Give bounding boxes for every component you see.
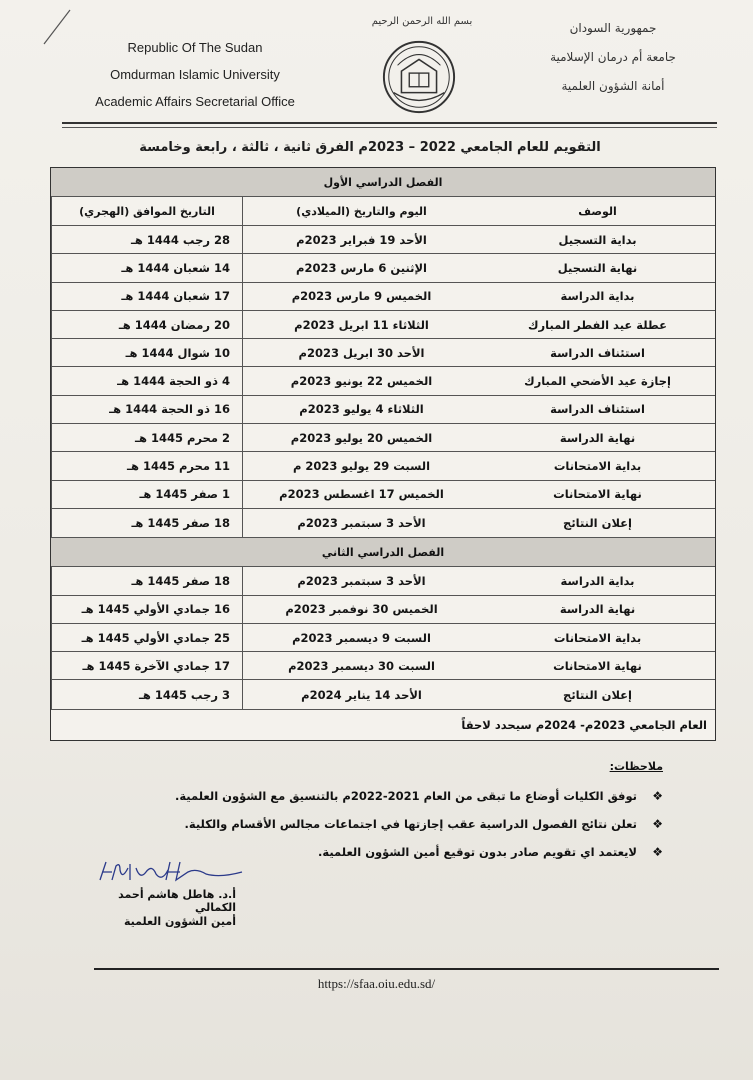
cell-hijri-date: 16 جمادي الأولي 1445 هـ: [51, 596, 242, 623]
cell-gregorian-date: الخميس 17 اغسطس 2023م: [242, 481, 480, 508]
cell-gregorian-date: الأحد 14 يناير 2024م: [242, 680, 480, 708]
cell-description: نهاية الامتحانات: [553, 658, 642, 673]
cell-hijri-date: 18 صفر 1445 هـ: [51, 509, 242, 537]
diamond-bullet-icon: ❖: [652, 845, 663, 859]
cell-description: نهاية الامتحانات: [553, 487, 642, 502]
notes-heading: ملاحظات:: [609, 760, 663, 773]
cell-gregorian-date: الخميس 9 مارس 2023م: [242, 283, 480, 310]
header-en-line-1: Republic Of The Sudan: [127, 40, 263, 55]
cell-description: بداية الدراسة: [560, 573, 635, 588]
table-row: [51, 367, 715, 395]
header-ar-line-3: أمانة الشؤون العلمية: [561, 79, 665, 93]
table-row: [51, 680, 715, 708]
table-row: [51, 339, 715, 367]
note-item: [103, 782, 663, 810]
diamond-bullet-icon: ❖: [652, 789, 663, 803]
header-english: [70, 34, 320, 115]
cell-description: بداية الدراسة: [560, 289, 635, 304]
header-divider-thin: [62, 127, 717, 128]
calendar-table: [50, 167, 716, 741]
cell-description: استئناف الدراسة: [550, 345, 645, 360]
cell-hijri-date: 11 محرم 1445 هـ: [51, 452, 242, 479]
header-arabic: [513, 14, 713, 101]
cell-description: إعلان النتائج: [563, 687, 632, 702]
cell-gregorian-date: الخميس 22 يونيو 2023م: [242, 367, 480, 394]
table-row: [51, 652, 715, 680]
cell-hijri-date: 25 جمادي الأولي 1445 هـ: [51, 624, 242, 651]
cell-hijri-date: 3 رجب 1445 هـ: [51, 680, 242, 708]
footer-url: https://sfaa.oiu.edu.sd/: [317, 976, 436, 991]
header-en-line-2: Omdurman Islamic University: [110, 67, 280, 82]
cell-gregorian-date: الأحد 3 سبتمبر 2023م: [242, 567, 480, 594]
notes-list: [103, 782, 663, 866]
table-row: [51, 509, 715, 537]
footer-divider: [94, 968, 719, 970]
table-footer: العام الجامعي 2023م- 2024م سيحدد لاحقاً: [51, 709, 715, 740]
table-row: [51, 624, 715, 652]
cell-gregorian-date: الخميس 30 نوفمبر 2023م: [242, 596, 480, 623]
col-header-description: الوصف: [578, 204, 617, 218]
signatory-title: أمين الشؤون العلمية: [124, 915, 236, 928]
cell-hijri-date: 14 شعبان 1444 هـ: [51, 254, 242, 281]
table-row: [51, 424, 715, 452]
table-header-row: [51, 197, 715, 226]
cell-description: نهاية الدراسة: [559, 602, 636, 617]
cell-hijri-date: 10 شوال 1444 هـ: [51, 339, 242, 366]
cell-description: بداية التسجيل: [558, 232, 637, 247]
cell-description: نهاية التسجيل: [557, 260, 638, 275]
cell-hijri-date: 20 رمضان 1444 هـ: [51, 311, 242, 338]
basmala: بسم الله الرحمن الرحيم: [371, 16, 473, 27]
semester-1-rows: [51, 226, 715, 537]
cell-description: إجازة عيد الأضحي المبارك: [524, 374, 671, 389]
cell-hijri-date: 2 محرم 1445 هـ: [51, 424, 242, 451]
table-row: [51, 226, 715, 254]
cell-description: إعلان النتائج: [563, 516, 632, 531]
cell-description: بداية الامتحانات: [553, 459, 642, 474]
cell-hijri-date: 17 جمادي الآخرة 1445 هـ: [51, 652, 242, 679]
handwritten-signature: [96, 858, 246, 886]
note-text: لايعتمد اي تقويم صادر بدون توقيع أمين الشؤون العلمية.: [318, 845, 637, 859]
cell-hijri-date: 1 صفر 1445 هـ: [51, 481, 242, 508]
signatory-name: أ.د. هاطل هاشم أحمد الكمالي: [118, 888, 236, 914]
table-row: [51, 567, 715, 595]
diamond-bullet-icon: ❖: [652, 817, 663, 831]
cell-gregorian-date: الإثنين 6 مارس 2023م: [242, 254, 480, 281]
table-row: [51, 311, 715, 339]
col-header-gregorian: اليوم والتاريخ (الميلادي): [242, 197, 480, 225]
cell-gregorian-date: الأحد 3 سبتمبر 2023م: [242, 509, 480, 537]
cell-gregorian-date: السبت 9 ديسمبر 2023م: [242, 624, 480, 651]
table-row: [51, 452, 715, 480]
table-row: [51, 596, 715, 624]
semester-2-header: الفصل الدراسي الثاني: [51, 537, 715, 567]
cell-hijri-date: 18 صفر 1445 هـ: [51, 567, 242, 594]
cell-hijri-date: 28 رجب 1444 هـ: [51, 226, 242, 253]
note-text: توفق الكليات أوضاع ما تبقى من العام 2021-2022م بالتنسيق مع الشؤون العلمية.: [174, 789, 637, 803]
cell-hijri-date: 16 ذو الحجة 1444 هـ: [51, 396, 242, 423]
cell-hijri-date: 4 ذو الحجة 1444 هـ: [51, 367, 242, 394]
header-ar-line-1: جمهورية السودان: [569, 21, 657, 35]
university-seal-icon: [380, 38, 458, 116]
table-row: [51, 254, 715, 282]
cell-gregorian-date: الثلاثاء 11 ابريل 2023م: [242, 311, 480, 338]
table-row: [51, 481, 715, 509]
cell-description: عطلة عيد الفطر المبارك: [528, 317, 667, 332]
cell-description: نهاية الدراسة: [559, 430, 636, 445]
table-row: [51, 283, 715, 311]
semester-2-rows: [51, 567, 715, 708]
cell-description: بداية الامتحانات: [553, 630, 642, 645]
cell-gregorian-date: الأحد 30 ابريل 2023م: [242, 339, 480, 366]
note-item: [103, 810, 663, 838]
table-row: [51, 396, 715, 424]
cell-gregorian-date: الثلاثاء 4 يوليو 2023م: [242, 396, 480, 423]
header-divider: [62, 122, 717, 124]
cell-gregorian-date: السبت 29 يوليو 2023 م: [242, 452, 480, 479]
cell-gregorian-date: الخميس 20 يوليو 2023م: [242, 424, 480, 451]
col-header-hijri: التاريخ الموافق (الهجري): [51, 197, 242, 225]
cell-hijri-date: 17 شعبان 1444 هـ: [51, 283, 242, 310]
cell-description: استئناف الدراسة: [550, 402, 645, 417]
cell-gregorian-date: الأحد 19 فبراير 2023م: [242, 226, 480, 253]
semester-1-header: الفصل الدراسي الأول: [51, 168, 715, 197]
document-title: التقويم للعام الجامعي 2022 – 2023م الفرق ثانية ، ثالثة ، رابعة وخامسة: [139, 140, 601, 155]
header-en-line-3: Academic Affairs Secretarial Office: [95, 94, 295, 109]
header-ar-line-2: جامعة أم درمان الإسلامية: [550, 50, 676, 64]
note-text: تعلن نتائج الفصول الدراسية عقب إجازتها في اجتماعات مجالس الأقسام والكلية.: [184, 817, 637, 831]
cell-gregorian-date: السبت 30 ديسمبر 2023م: [242, 652, 480, 679]
